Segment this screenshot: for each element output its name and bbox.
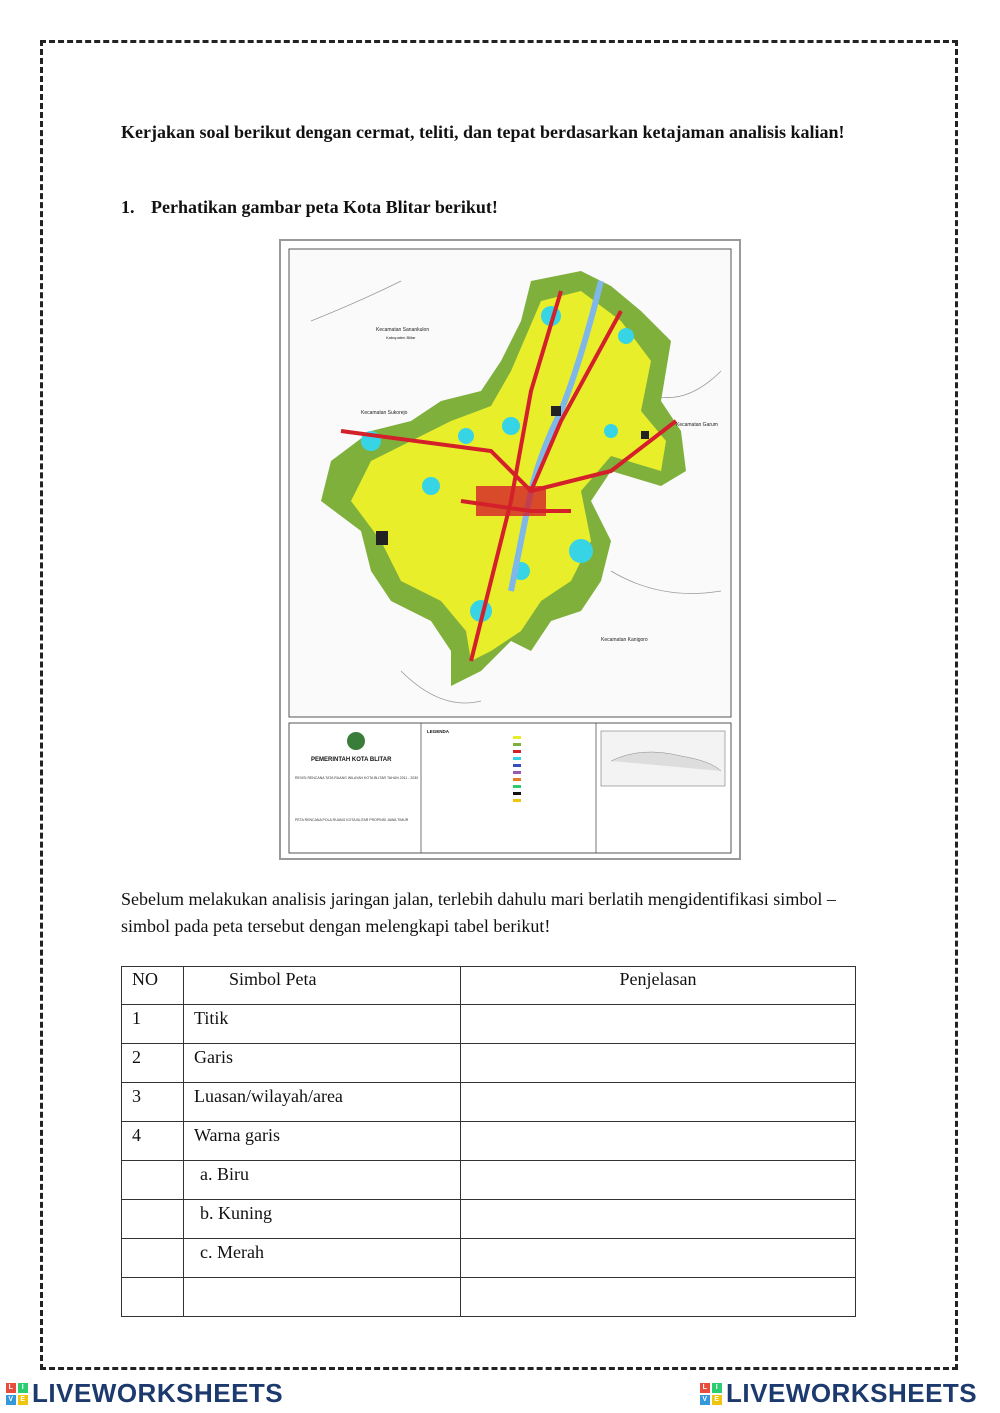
city-center (476, 486, 546, 516)
question-text: Perhatikan gambar peta Kota Blitar berikut! (151, 197, 498, 217)
row-symbol: c. Merah (184, 1239, 461, 1278)
row-no: 2 (122, 1044, 184, 1083)
legend-swatch (513, 799, 521, 802)
cyan-area (458, 428, 474, 444)
symbol-table (121, 966, 856, 1317)
cyan-area (569, 539, 593, 563)
legend-swatch (513, 736, 521, 739)
table-row (122, 1239, 856, 1278)
row-symbol (184, 1278, 461, 1317)
row-explanation-input[interactable] (461, 1239, 856, 1278)
legend-swatch (513, 743, 521, 746)
header-no: NO (122, 967, 184, 1005)
row-no (122, 1239, 184, 1278)
row-symbol: a. Biru (184, 1161, 461, 1200)
row-no: 1 (122, 1005, 184, 1044)
row-explanation-input[interactable] (461, 1200, 856, 1239)
question-number: 1. (121, 197, 135, 217)
legend-swatch (513, 778, 521, 781)
legend-swatch (513, 771, 521, 774)
table-row (122, 1005, 856, 1044)
legend-map-title: PETA RENCANA POLA RUANG KOTA BLITAR PROPINSI JAWA TIMUR (295, 818, 409, 822)
header-explanation: Penjelasan (461, 967, 856, 1005)
row-no (122, 1278, 184, 1317)
map-svg (281, 241, 739, 858)
blitar-map-image (279, 239, 741, 860)
brand-text: LIVEWORKSHEETS (32, 1378, 284, 1408)
district-label: Kecamatan Kanigoro (601, 637, 648, 643)
cyan-area (618, 328, 634, 344)
district-label: Kabupaten Blitar (386, 335, 416, 340)
dark-block (641, 431, 649, 439)
table-row (122, 1161, 856, 1200)
liveworksheets-logo-icon: L I V E (6, 1383, 28, 1405)
district-label: Kecamatan Sukorejo (361, 410, 408, 416)
row-symbol: Garis (184, 1044, 461, 1083)
row-no (122, 1161, 184, 1200)
brand-text: LIVEWORKSHEETS (726, 1378, 978, 1408)
row-explanation-input[interactable] (461, 1005, 856, 1044)
header-symbol: Simbol Peta (184, 967, 461, 1005)
row-no: 4 (122, 1122, 184, 1161)
row-explanation-input[interactable] (461, 1161, 856, 1200)
row-explanation-input[interactable] (461, 1278, 856, 1317)
legend-header: PEMERINTAH KOTA BLITAR (311, 757, 392, 763)
legend-subheader: REVISI RENCANA TATA RUANG WILAYAH KOTA BLITAR TAHUN 2011 - 2030 (295, 776, 419, 780)
table-row (122, 1122, 856, 1161)
row-symbol: Warna garis (184, 1122, 461, 1161)
legend-title: LEGENDA (427, 729, 450, 734)
instructions-text: Kerjakan soal berikut dengan cermat, teliti, dan tepat berdasarkan ketajaman analisis kalian! (121, 122, 845, 142)
table-header-row (122, 967, 856, 1005)
row-no (122, 1200, 184, 1239)
footer-brand-right[interactable] (700, 1378, 977, 1409)
row-no: 3 (122, 1083, 184, 1122)
legend-swatch (513, 750, 521, 753)
dark-block (551, 406, 561, 416)
footer-brand-left[interactable] (6, 1378, 283, 1409)
table-row (122, 1278, 856, 1317)
legend-swatch (513, 764, 521, 767)
cyan-area (502, 417, 520, 435)
district-label: Kecamatan Garum (676, 422, 718, 428)
legend-swatch (513, 757, 521, 760)
question-1 (121, 197, 498, 218)
liveworksheets-logo-icon: L I V E (700, 1383, 722, 1405)
row-symbol: b. Kuning (184, 1200, 461, 1239)
district-label: Kecamatan Sanankulon (376, 327, 430, 333)
legend-swatch (513, 792, 521, 795)
table-row (122, 1200, 856, 1239)
table-row (122, 1044, 856, 1083)
intro-paragraph: Sebelum melakukan analisis jaringan jalan, terlebih dahulu mari berlatih mengidentifikasi simbol – simbol pada peta tersebut dengan melengkapi tabel berikut! (121, 889, 836, 936)
row-explanation-input[interactable] (461, 1122, 856, 1161)
legend-swatch (513, 785, 521, 788)
dark-block (376, 531, 388, 545)
row-symbol: Titik (184, 1005, 461, 1044)
row-explanation-input[interactable] (461, 1083, 856, 1122)
row-explanation-input[interactable] (461, 1044, 856, 1083)
cyan-area (422, 477, 440, 495)
table-row (122, 1083, 856, 1122)
city-emblem-icon (347, 732, 365, 750)
cyan-area (604, 424, 618, 438)
row-symbol: Luasan/wilayah/area (184, 1083, 461, 1122)
